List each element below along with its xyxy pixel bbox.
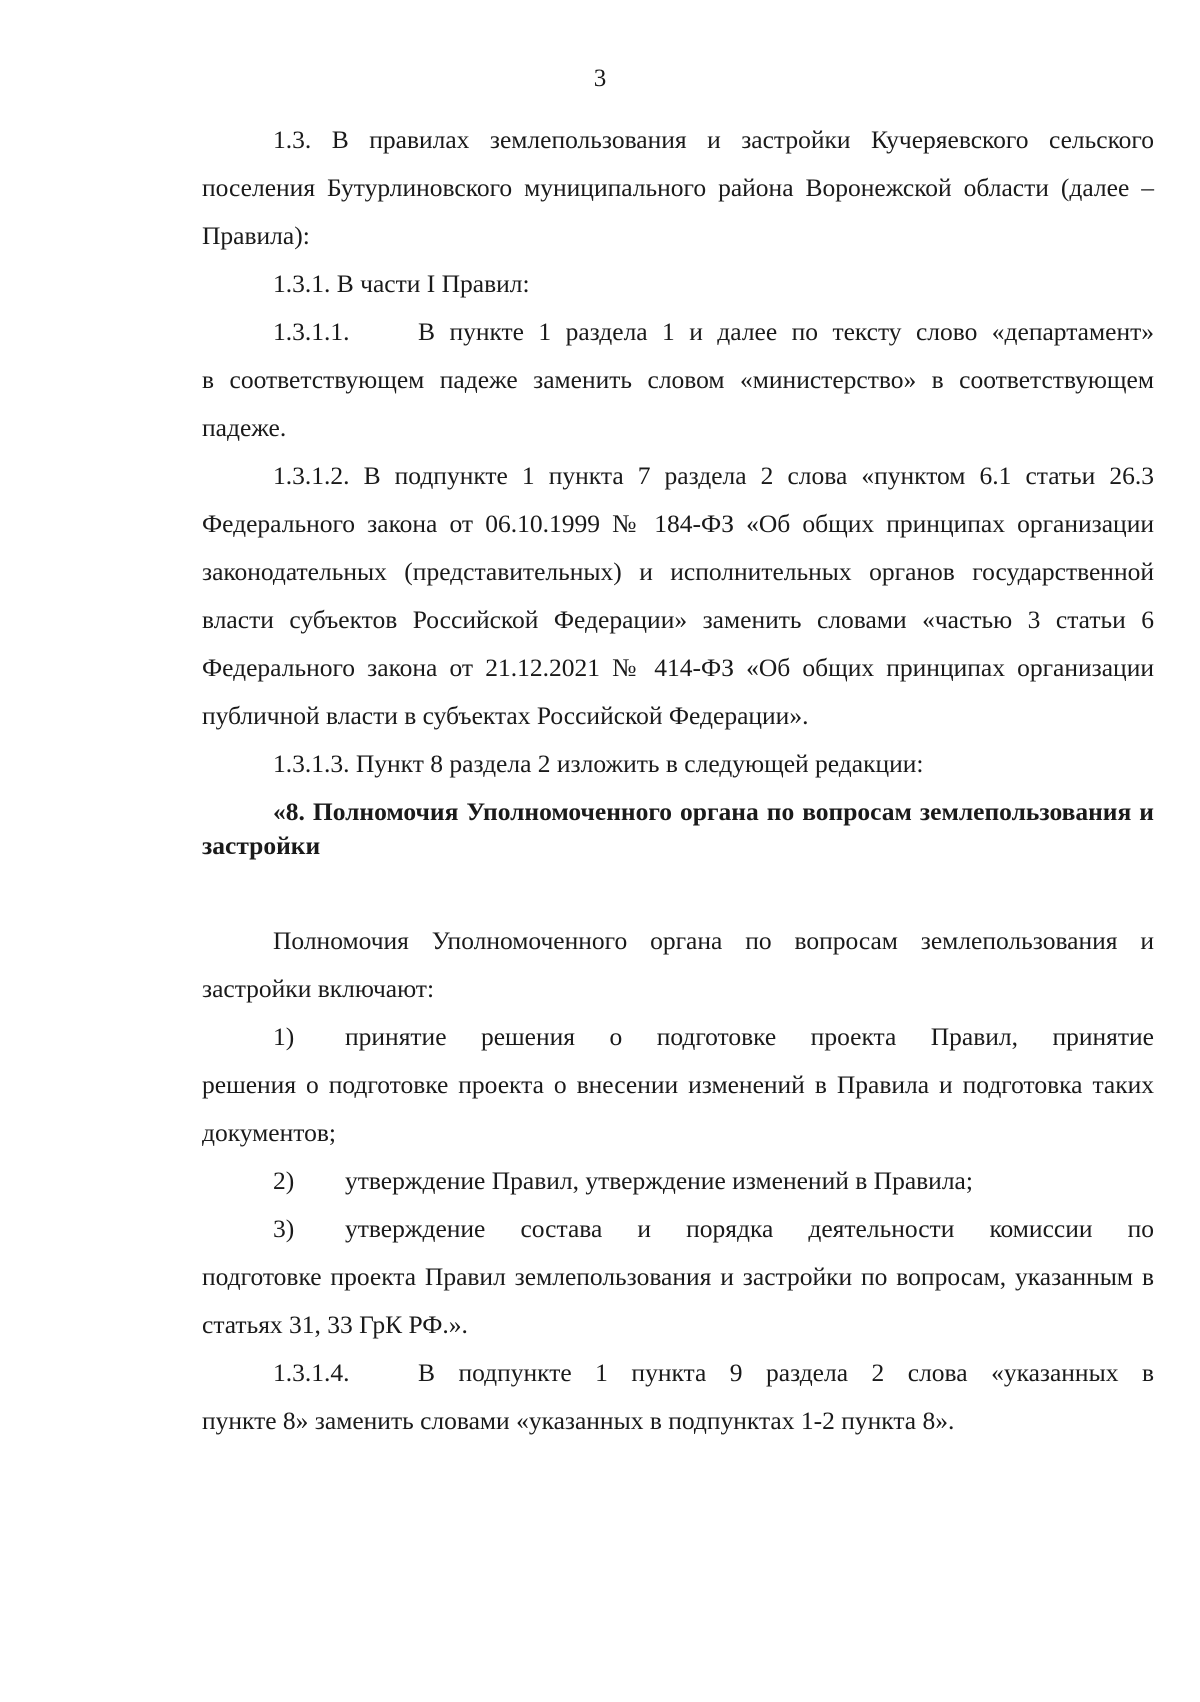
paragraph-first-line: В подпункте 1 пункта 9 раздела 2 слова «указанных в — [418, 1358, 1154, 1387]
document-body — [202, 116, 1154, 1445]
paragraph-number: 1.3.1.4. — [273, 1358, 350, 1387]
list-item-2 — [202, 1157, 1154, 1205]
list-item-first-line: принятие решения о подготовке проекта Правил, принятие — [345, 1022, 1154, 1051]
paragraph-1-3-1: 1.3.1. В части I Правил: — [273, 269, 530, 298]
paragraph-1-3-1-4 — [202, 1349, 1154, 1397]
paragraph-1-3-1-1-continuation: в соответствующем падеже заменить словом «министерство» в соответствующем падеже. — [202, 365, 1154, 442]
list-item-first-line: утверждение состава и порядка деятельности комиссии по — [345, 1214, 1154, 1243]
paragraph-1-3-1-1 — [202, 308, 1154, 356]
list-item-text: утверждение Правил, утверждение изменений в Правила; — [345, 1166, 973, 1195]
paragraph-1-3-1-2: 1.3.1.2. В подпункте 1 пункта 7 раздела 2 слова «пунктом 6.1 статьи 26.3 Федерального закона от 06.10.1999 № 184-ФЗ «Об общих принципах организации законодательных (представительных) и исполнительных органов государственной власти субъектов Российской Федерации» заменить словами «частью 3 статьи 6 Федерального закона от 21.12.2021 № 414-ФЗ «Об общих принципах организации публичной власти в субъектах Российской Федерации». — [202, 461, 1154, 730]
list-item-number: 1) — [273, 1022, 295, 1051]
list-item-number: 2) — [273, 1166, 295, 1195]
page-number: 3 — [593, 65, 607, 92]
section-heading: «8. Полномочия Уполномоченного органа по вопросам землепользования и застройки — [202, 797, 1154, 860]
paragraph-number: 1.3.1.1. — [273, 317, 350, 346]
list-item-3-continuation: подготовке проекта Правил землепользования и застройки по вопросам, указанным в статьях 31, 33 ГрК РФ.». — [202, 1262, 1154, 1339]
list-item-1-continuation: решения о подготовке проекта о внесении изменений в Правила и подготовка таких документов; — [202, 1070, 1154, 1147]
list-item-3 — [202, 1205, 1154, 1253]
paragraph-1-3-1-3: 1.3.1.3. Пункт 8 раздела 2 изложить в следующей редакции: — [273, 749, 924, 778]
list-item-number: 3) — [273, 1214, 295, 1243]
paragraph-1-3: 1.3. В правилах землепользования и застройки Кучеряевского сельского поселения Бутурлиновского муниципального района Воронежской области (далее – Правила): — [202, 125, 1154, 250]
paragraph-1-3-1-4-continuation: пункте 8» заменить словами «указанных в подпунктах 1-2 пункта 8». — [202, 1406, 955, 1435]
paragraph-first-line: В пункте 1 раздела 1 и далее по тексту слово «департамент» — [418, 317, 1154, 346]
list-item-1 — [202, 1013, 1154, 1061]
paragraph-powers-intro: Полномочия Уполномоченного органа по вопросам землепользования и застройки включают: — [202, 926, 1154, 1003]
